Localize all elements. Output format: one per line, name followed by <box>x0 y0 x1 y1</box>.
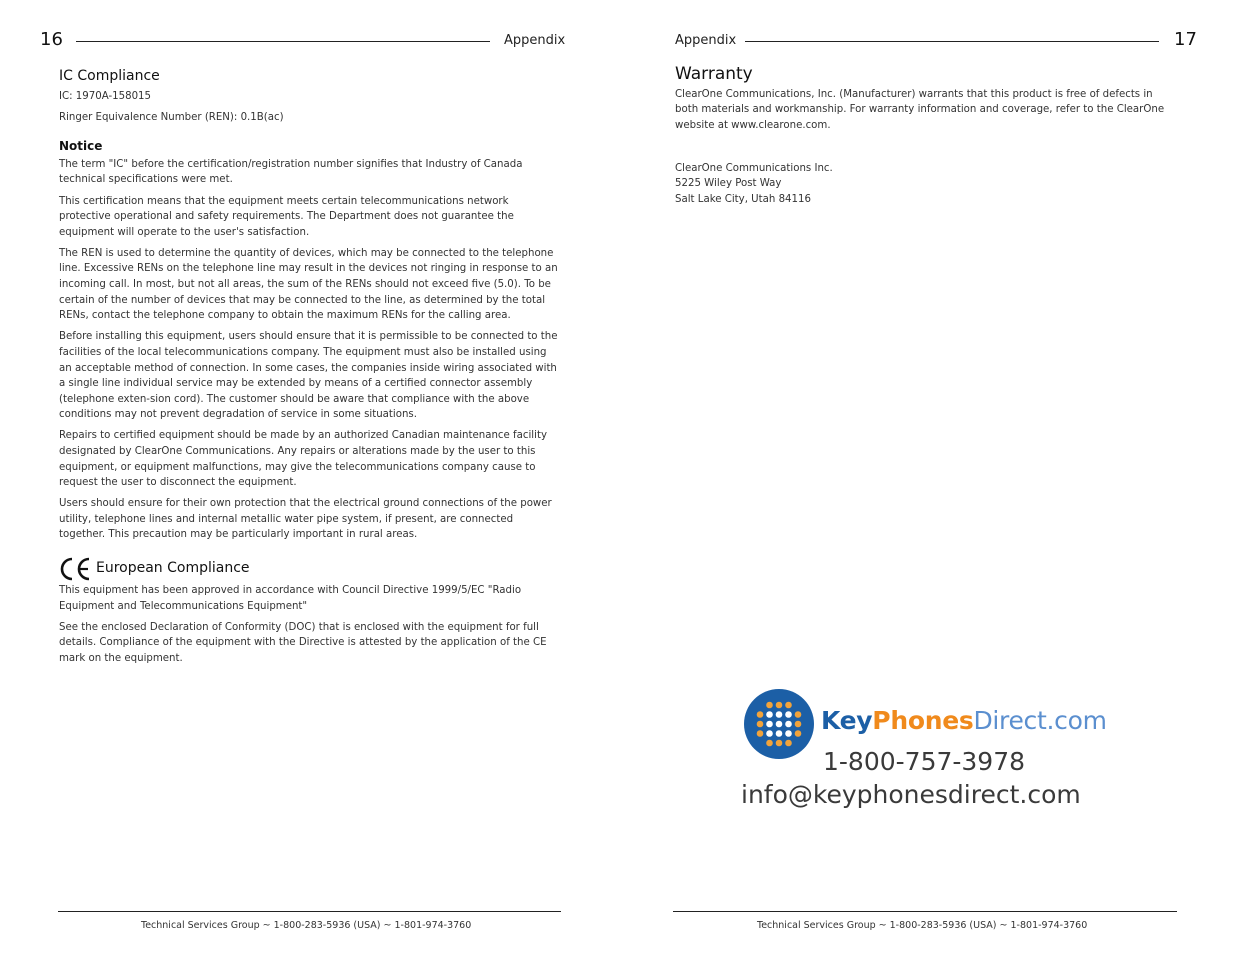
left-content <box>59 69 561 672</box>
logo-dot <box>766 721 773 728</box>
logo-dot <box>785 740 792 747</box>
right-content <box>675 64 1177 208</box>
logo-dot <box>766 702 773 709</box>
notice-title: Notice <box>59 139 103 154</box>
logo-dot <box>776 721 783 728</box>
ic-number: IC: 1970A-158015 <box>59 90 152 102</box>
notice-paragraph: The REN is used to determine the quantity of devices, which may be connected to the telephone line. Excessive RENs on the telephone line may result in the devices not ringing in response to an incoming call. In most, but not all areas, the sum of the RENs should not exceed five (5.0). To be certain of the number of devices that may be connected to the line, as determined by the total RENs, contact the telephone company to obtain the maximum RENs for the calling area. <box>59 247 558 322</box>
notice-paragraph: This certification means that the equipment meets certain telecommunications network protective operational and safety requirements. The Department does not guarantee the equipment will operate to the user's satisfaction. <box>59 195 514 238</box>
footer-text: Technical Services Group ~ 1-800-283-5936 (USA) ~ 1-801-974-3760 <box>141 920 472 931</box>
european-paragraph: See the enclosed Declaration of Conformity (DOC) that is enclosed with the equipment for full details. Compliance of the equipment with the Directive is attested by the application of the CE mark on the equipment. <box>59 621 547 664</box>
logo-dot <box>766 711 773 718</box>
logo-dot <box>785 711 792 718</box>
logo-dot <box>795 730 802 737</box>
ic-compliance-title: IC Compliance <box>59 68 160 84</box>
logo-email: info@keyphonesdirect.com <box>741 780 1081 809</box>
logo-brand-direct: Direct.com <box>973 706 1107 735</box>
ce-mark-icon <box>59 557 91 581</box>
header-label: Appendix <box>504 33 566 48</box>
european-paragraph: This equipment has been approved in accordance with Council Directive 1999/5/EC "Radio Equipment and Telecommunications Equipment" <box>59 585 522 612</box>
logo-dot <box>757 711 764 718</box>
logo-dot <box>776 702 783 709</box>
logo-brand <box>821 706 1107 735</box>
address-company: ClearOne Communications Inc. <box>675 162 833 174</box>
logo-brand-key: Key <box>821 706 873 735</box>
european-compliance-title: European Compliance <box>96 560 250 577</box>
logo-dot <box>795 721 802 728</box>
logo-dot <box>785 721 792 728</box>
page-number: 17 <box>1174 29 1197 50</box>
logo-phone: 1-800-757-3978 <box>823 747 1026 776</box>
warranty-text: ClearOne Communications, Inc. (Manufacturer) warrants that this product is free of defects in both materials and workmanship. For warranty information and coverage, refer to the ClearOne website at www.clearone.com. <box>675 88 1165 131</box>
european-compliance-heading <box>59 557 561 581</box>
warranty-title: Warranty <box>675 64 753 84</box>
logo-dot <box>776 711 783 718</box>
logo-dot <box>776 740 783 747</box>
logo-dot <box>766 740 773 747</box>
left-page <box>0 0 617 954</box>
footer-rule <box>673 911 1177 912</box>
header-rule <box>76 41 490 42</box>
keyphonesdirect-logo <box>741 686 1107 816</box>
header-rule <box>745 41 1159 42</box>
notice-paragraph: Repairs to certified equipment should be made by an authorized Canadian maintenance facility designated by ClearOne Communications. Any repairs or alterations made by the user to this equipment, or equipment malfunctions, may give the telecommunications company cause to request the user to disconnect the equipment. <box>59 430 547 489</box>
logo-dot <box>795 711 802 718</box>
logo-brand-phones: Phones <box>872 706 974 735</box>
footer-text: Technical Services Group ~ 1-800-283-5936 (USA) ~ 1-801-974-3760 <box>757 920 1088 931</box>
header-label: Appendix <box>675 33 737 48</box>
logo-dot <box>766 730 773 737</box>
notice-paragraph: The term "IC" before the certification/registration number signifies that Industry of Canada technical specifications were met. <box>59 158 523 186</box>
notice-paragraph: Users should ensure for their own protection that the electrical ground connections of the power utility, telephone lines and internal metallic water pipe system, if present, are connected together. This precaution may be particularly important in rural areas. <box>59 498 552 541</box>
logo-globe-icon <box>743 688 815 760</box>
logo-dot <box>785 702 792 709</box>
page-number: 16 <box>40 29 63 50</box>
logo-dot <box>757 721 764 728</box>
ren-value: Ringer Equivalence Number (REN): 0.1B(ac) <box>59 111 284 123</box>
footer-rule <box>58 911 561 912</box>
logo-dot <box>785 730 792 737</box>
right-page <box>617 0 1235 954</box>
address-city: Salt Lake City, Utah 84116 <box>675 194 811 206</box>
address-street: 5225 Wiley Post Way <box>675 178 782 190</box>
logo-dot <box>776 730 783 737</box>
logo-dot <box>757 730 764 737</box>
notice-paragraph: Before installing this equipment, users should ensure that it is permissible to be connected to the facilities of the local telecommunications company. The equipment must also be installed using an acceptable method of connection. In some cases, the companies inside wiring associated with a single line individual service may be extended by means of a certified connector assembly (telephone exten-sion cord). The customer should be aware that compliance with the above conditions may not prevent degradation of service in some situations. <box>59 331 558 421</box>
